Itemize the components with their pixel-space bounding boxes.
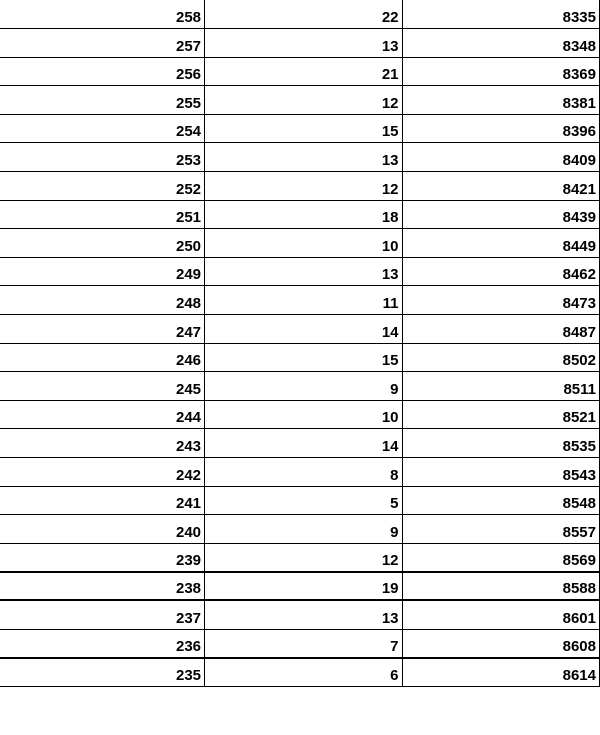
table-row xyxy=(0,600,600,629)
count-cell: 13 xyxy=(205,29,402,58)
table-row xyxy=(0,543,600,572)
count-cell: 6 xyxy=(205,658,402,687)
count-cell: 15 xyxy=(205,114,402,143)
row-number-cell: 247 xyxy=(0,315,205,344)
table-row xyxy=(0,114,600,143)
count-cell: 8 xyxy=(205,458,402,487)
count-cell: 10 xyxy=(205,229,402,258)
table-row xyxy=(0,29,600,58)
table-row xyxy=(0,458,600,487)
count-cell: 7 xyxy=(205,629,402,658)
total-cell: 8439 xyxy=(402,200,600,229)
total-cell: 8608 xyxy=(402,629,600,658)
row-number-cell: 257 xyxy=(0,29,205,58)
table-row xyxy=(0,515,600,544)
total-cell: 8487 xyxy=(402,315,600,344)
row-number-cell: 249 xyxy=(0,257,205,286)
total-cell: 8396 xyxy=(402,114,600,143)
row-number-cell: 241 xyxy=(0,486,205,515)
count-cell: 11 xyxy=(205,286,402,315)
total-cell: 8369 xyxy=(402,57,600,86)
row-number-cell: 235 xyxy=(0,658,205,687)
count-cell: 21 xyxy=(205,57,402,86)
table-row xyxy=(0,429,600,458)
count-cell: 18 xyxy=(205,200,402,229)
row-number-cell: 237 xyxy=(0,600,205,629)
row-number-cell: 250 xyxy=(0,229,205,258)
table-row xyxy=(0,315,600,344)
total-cell: 8521 xyxy=(402,400,600,429)
table-row xyxy=(0,486,600,515)
table-row xyxy=(0,400,600,429)
row-number-cell: 252 xyxy=(0,172,205,201)
count-cell: 14 xyxy=(205,429,402,458)
count-cell: 9 xyxy=(205,372,402,401)
count-cell: 22 xyxy=(205,0,402,29)
row-number-cell: 254 xyxy=(0,114,205,143)
count-cell: 19 xyxy=(205,572,402,601)
total-cell: 8335 xyxy=(402,0,600,29)
total-cell: 8569 xyxy=(402,543,600,572)
table-row xyxy=(0,572,600,601)
total-cell: 8601 xyxy=(402,600,600,629)
count-cell: 5 xyxy=(205,486,402,515)
total-cell: 8614 xyxy=(402,658,600,687)
total-cell: 8348 xyxy=(402,29,600,58)
table-row xyxy=(0,286,600,315)
table-row xyxy=(0,658,600,687)
count-cell: 13 xyxy=(205,143,402,172)
table-row xyxy=(0,172,600,201)
row-number-cell: 251 xyxy=(0,200,205,229)
total-cell: 8543 xyxy=(402,458,600,487)
total-cell: 8588 xyxy=(402,572,600,601)
total-cell: 8409 xyxy=(402,143,600,172)
table-row xyxy=(0,86,600,115)
row-number-cell: 258 xyxy=(0,0,205,29)
total-cell: 8557 xyxy=(402,515,600,544)
row-number-cell: 243 xyxy=(0,429,205,458)
count-cell: 13 xyxy=(205,257,402,286)
table-row xyxy=(0,372,600,401)
total-cell: 8535 xyxy=(402,429,600,458)
count-cell: 14 xyxy=(205,315,402,344)
table-row xyxy=(0,0,600,29)
count-cell: 12 xyxy=(205,172,402,201)
table-row xyxy=(0,200,600,229)
row-number-cell: 238 xyxy=(0,572,205,601)
row-number-cell: 256 xyxy=(0,57,205,86)
total-cell: 8511 xyxy=(402,372,600,401)
row-number-cell: 236 xyxy=(0,629,205,658)
count-cell: 9 xyxy=(205,515,402,544)
count-cell: 15 xyxy=(205,343,402,372)
row-number-cell: 248 xyxy=(0,286,205,315)
total-cell: 8421 xyxy=(402,172,600,201)
count-cell: 10 xyxy=(205,400,402,429)
row-number-cell: 240 xyxy=(0,515,205,544)
table-row xyxy=(0,57,600,86)
row-number-cell: 245 xyxy=(0,372,205,401)
total-cell: 8462 xyxy=(402,257,600,286)
row-number-cell: 255 xyxy=(0,86,205,115)
total-cell: 8381 xyxy=(402,86,600,115)
row-number-cell: 239 xyxy=(0,543,205,572)
total-cell: 8548 xyxy=(402,486,600,515)
row-number-cell: 242 xyxy=(0,458,205,487)
row-number-cell: 244 xyxy=(0,400,205,429)
row-number-cell: 253 xyxy=(0,143,205,172)
total-cell: 8502 xyxy=(402,343,600,372)
table-row xyxy=(0,629,600,658)
table-row xyxy=(0,343,600,372)
count-cell: 12 xyxy=(205,543,402,572)
total-cell: 8473 xyxy=(402,286,600,315)
row-number-cell: 246 xyxy=(0,343,205,372)
total-cell: 8449 xyxy=(402,229,600,258)
table-row xyxy=(0,229,600,258)
table-row xyxy=(0,143,600,172)
count-cell: 12 xyxy=(205,86,402,115)
table-row xyxy=(0,257,600,286)
count-cell: 13 xyxy=(205,600,402,629)
